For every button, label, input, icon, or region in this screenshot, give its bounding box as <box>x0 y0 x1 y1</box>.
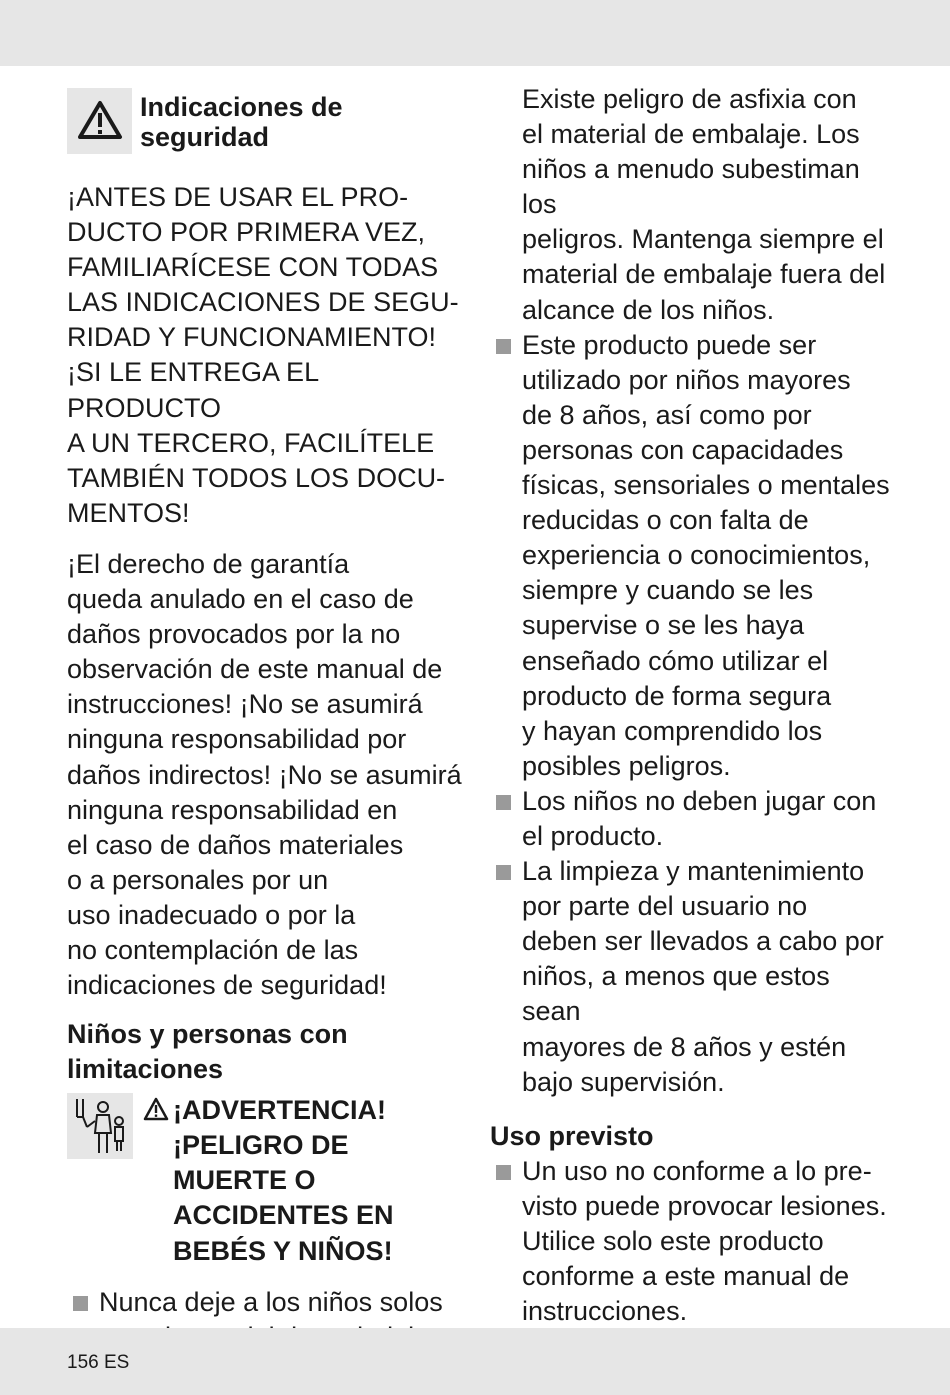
right-column <box>490 82 890 1329</box>
child-icon-box <box>67 1093 133 1159</box>
children-warning-text: ¡ADVERTENCIA! ¡PELIGRO DE MUERTE O ACCIDENTES EN BEBÉS Y NIÑOS! <box>173 1095 394 1266</box>
list-item <box>490 854 890 1100</box>
left-column <box>67 82 462 1355</box>
page-number: 156 ES <box>67 1352 130 1373</box>
children-warning-block <box>67 1093 462 1285</box>
bullet-text: La limpieza y mantenimiento por parte del usuario no deben ser llevados a cabo por niños, a menos que estos sean mayores de 8 años y estén bajo supervisión. <box>522 856 884 1097</box>
warning-icon-box <box>67 88 132 154</box>
warning-triangle-icon <box>77 100 123 140</box>
top-band <box>0 0 950 66</box>
bullet-square-icon <box>496 795 511 810</box>
bottom-band <box>0 1328 950 1395</box>
list-item <box>490 784 890 854</box>
safety-heading: Indicaciones de seguridad <box>140 92 343 152</box>
warning-small-icon <box>143 1097 169 1121</box>
bullet-text: Este producto puede ser utilizado por niños mayores de 8 años, así como por personas con capacidades físicas, sensoriales o mentales reducidas o con falta de experiencia o conocimientos, siempre y cuando se les supervise o se les haya enseñado cómo utilizar el producto de forma segura y hayan comprendido los posibles peligros. <box>522 329 890 781</box>
continued-text: Existe peligro de asfixia con el material de embalaje. Los niños a menudo subestiman los peligros. Mantenga siempre el material de embalaje fuera del alcance de los niños. <box>522 84 886 325</box>
warranty-text: ¡El derecho de garantía queda anulado en el caso de daños provocados por la no observación de este manual de instrucciones! ¡No se asumirá ninguna responsabilidad por daños indirectos! ¡No se asumirá ninguna responsabilidad en el caso de daños materiales o a personales por un uso inadecuado o por la no contemplación de las indicaciones de seguridad! <box>67 548 462 1001</box>
bullet-text: Un uso no conforme a lo pre- visto puede provocar lesiones. Utilice solo este producto conforme a este manual de instrucciones. <box>522 1155 887 1327</box>
bullet-square-icon <box>496 339 511 354</box>
safety-section-header <box>67 88 462 160</box>
list-item <box>490 1154 890 1329</box>
intended-use-heading: Uso previsto <box>490 1120 654 1151</box>
bullet-square-icon <box>496 865 511 880</box>
bullet-text: Nunca deje a los niños solos <box>99 1287 443 1318</box>
bullet-text: Los niños no deben jugar con el producto. <box>522 785 877 851</box>
bullet-square-icon <box>496 1165 511 1180</box>
list-item <box>490 328 890 784</box>
child-supervision-icon <box>73 1097 129 1157</box>
caps-notice: ¡ANTES DE USAR EL PRO- DUCTO POR PRIMERA VEZ, FAMILIARÍCESE CON TODAS LAS INDICACIONES DE SEGU- RIDAD Y FUNCIONAMIENTO! ¡SI LE ENTREGA EL PRODUCTO A UN TERCERO, FACILÍTELE TAMBIÉN TODOS LOS DOCU- MENTOS! <box>67 182 459 528</box>
bullet-square-icon <box>73 1296 88 1311</box>
children-heading: Niños y personas con limitaciones <box>67 1019 348 1085</box>
